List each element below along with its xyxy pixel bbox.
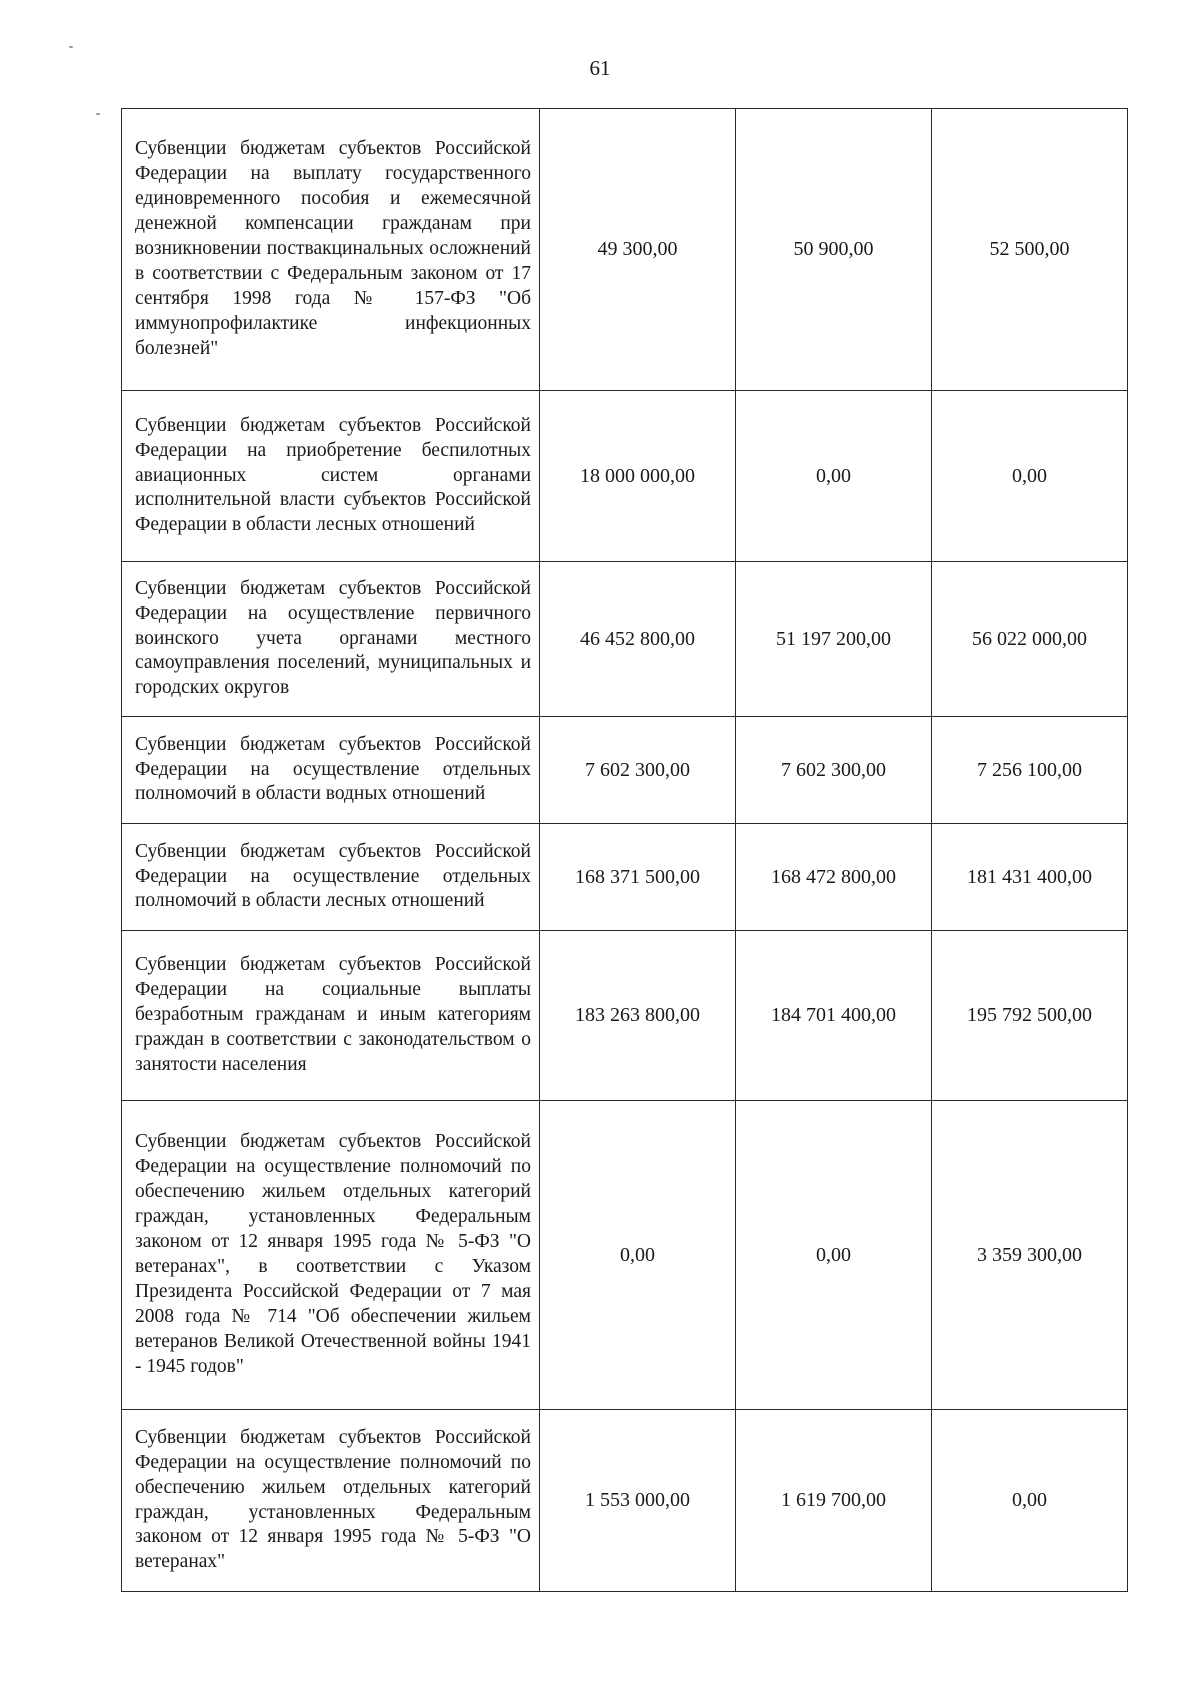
value-cell-year-2: 0,00 [736,1101,932,1410]
value-cell-year-2: 51 197 200,00 [736,562,932,717]
row-description: Субвенции бюджетам субъектов Российской Федерации на социальные выплаты безработным гражданам и иным категориям граждан в соответствии с законодательством о занятости населения [135,954,531,1075]
description-cell [122,717,540,824]
table-row [122,824,1128,931]
table-row [122,109,1128,391]
description-cell [122,562,540,717]
table-row [122,1101,1128,1410]
value-cell-year-3: 181 431 400,00 [932,824,1128,931]
row-description: Субвенции бюджетам субъектов Российской Федерации на осуществление отдельных полномочий в области водных отношений [135,733,531,805]
row-description: Субвенции бюджетам субъектов Российской Федерации на осуществление полномочий по обеспечению жильем отдельных категорий граждан, установленных Федеральным законом от 12 января 1995 года № 5-ФЗ "О ветеранах", в соответствии с Указом Президента Российской Федерации от 7 мая 2008 года № 714 "Об обеспечении жильем ветеранов Великой Отечественной войны 1941 - 1945 годов" [135,1131,531,1377]
value-cell-year-2: 168 472 800,00 [736,824,932,931]
value-cell-year-3: 56 022 000,00 [932,562,1128,717]
row-description: Субвенции бюджетам субъектов Российской Федерации на осуществление отдельных полномочий в области лесных отношений [135,840,531,912]
scan-speck [69,46,73,48]
scan-speck [96,113,100,115]
value-cell-year-1: 7 602 300,00 [540,717,736,824]
value-cell-year-3: 52 500,00 [932,109,1128,391]
value-cell-year-1: 18 000 000,00 [540,391,736,562]
description-cell [122,1101,540,1410]
description-cell [122,109,540,391]
table-row [122,717,1128,824]
table-row [122,562,1128,717]
value-cell-year-3: 3 359 300,00 [932,1101,1128,1410]
page-number: 61 [589,56,611,80]
description-cell [122,824,540,931]
value-cell-year-1: 49 300,00 [540,109,736,391]
value-cell-year-3: 7 256 100,00 [932,717,1128,824]
value-cell-year-1: 183 263 800,00 [540,931,736,1101]
value-cell-year-1: 46 452 800,00 [540,562,736,717]
row-description: Субвенции бюджетам субъектов Российской Федерации на осуществление полномочий по обеспечению жильем отдельных категорий граждан, установленных Федеральным законом от 12 января 1995 года № 5-ФЗ "О ветеранах" [135,1426,531,1573]
subventions-table [121,108,1128,1592]
table-row [122,391,1128,562]
value-cell-year-2: 50 900,00 [736,109,932,391]
description-cell [122,391,540,562]
table-row [122,1410,1128,1592]
row-description: Субвенции бюджетам субъектов Российской Федерации на приобретение беспилотных авиационных систем органами исполнительной власти субъектов Российской Федерации в области лесных отношений [135,414,531,536]
description-cell [122,1410,540,1592]
value-cell-year-2: 0,00 [736,391,932,562]
value-cell-year-1: 168 371 500,00 [540,824,736,931]
value-cell-year-2: 1 619 700,00 [736,1410,932,1592]
row-description: Субвенции бюджетам субъектов Российской Федерации на осуществление первичного воинского учета органами местного самоуправления поселений, муниципальных и городских округов [135,577,531,699]
value-cell-year-2: 184 701 400,00 [736,931,932,1101]
description-cell [122,931,540,1101]
value-cell-year-1: 0,00 [540,1101,736,1410]
value-cell-year-3: 0,00 [932,391,1128,562]
value-cell-year-3: 195 792 500,00 [932,931,1128,1101]
value-cell-year-2: 7 602 300,00 [736,717,932,824]
table-row [122,931,1128,1101]
value-cell-year-1: 1 553 000,00 [540,1410,736,1592]
row-description: Субвенции бюджетам субъектов Российской Федерации на выплату государственного единовременного пособия и ежемесячной денежной компенсации гражданам при возникновении поствакцинальных осложнений в соответствии с Федеральным законом от 17 сентября 1998 года № 157-ФЗ "Об иммунопрофилактике инфекционных болезней" [135,138,531,359]
value-cell-year-3: 0,00 [932,1410,1128,1592]
